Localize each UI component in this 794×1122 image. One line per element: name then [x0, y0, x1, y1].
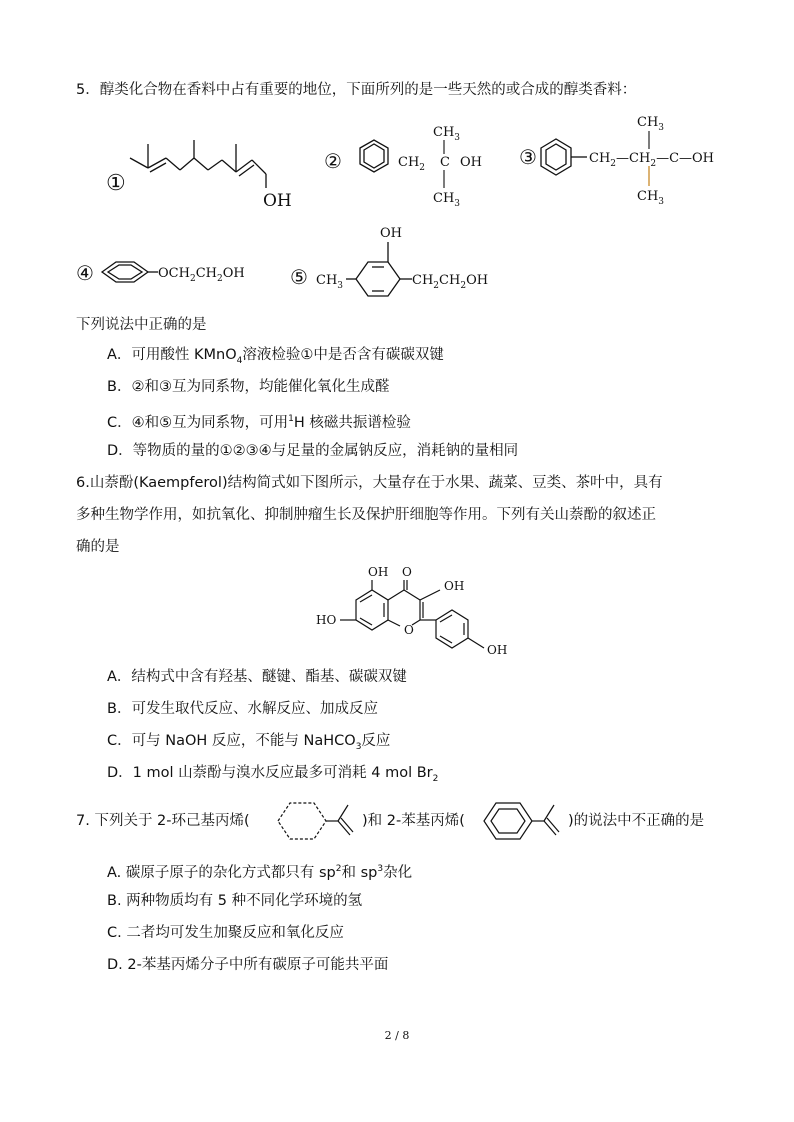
svg-text:OH: OH	[487, 643, 508, 657]
q5-option-c: C．④和⑤互为同系物，可用$^1$H 核磁共振谱检验	[107, 414, 411, 431]
svg-text:OH: OH	[444, 579, 465, 593]
q6-stem-line1: 6.山萘酚(Kaempferol)结构简式如下图所示，大量存在于水果、蔬菜、豆类、茶叶中，具有	[76, 475, 663, 491]
q5-structure-2	[320, 118, 490, 213]
kaempferol-structure	[312, 562, 522, 662]
s1-number: ①	[106, 171, 126, 196]
q5-structure-3	[515, 112, 715, 212]
q5-prompt: 下列说法中正确的是	[76, 317, 207, 333]
svg-text:CH2—CH2—C—OH: $CH_2—CH_2—C—OH$	[589, 151, 715, 169]
q7-option-d: D. 2-苯基丙烯分子中所有碳原子可能共平面	[107, 957, 389, 973]
q6-option-d: D．1 mol 山萘酚与溴水反应最多可消耗 4 mol $Br_2$	[107, 765, 439, 784]
svg-text:O: O	[404, 623, 414, 637]
s1-oh: OH	[263, 191, 292, 211]
q6-option-a: A．结构式中含有羟基、醚键、酯基、碳碳双键	[107, 669, 407, 685]
q7-stem-part1: 7. 下列关于 2-环己基丙烯(	[76, 813, 250, 829]
q5-structure-4	[72, 248, 262, 298]
svg-text:CH2CH2OH: $CH_2CH_2OH$	[412, 273, 489, 291]
s5-number: ⑤	[290, 265, 308, 289]
q5-option-d: D．等物质的量的①②③④与足量的金属钠反应，消耗钠的量相同	[107, 443, 519, 459]
q5-structure-5	[288, 222, 508, 302]
svg-text:OH: OH	[380, 226, 402, 241]
q5-option-a: A．可用酸性 KMnO$_4$溶液检验①中是否含有碳碳双键	[107, 347, 444, 366]
svg-text:CH3: $CH_3$	[316, 273, 344, 291]
svg-text:CH3: $CH_3$	[637, 189, 665, 207]
q7-stem-part2: )和 2-苯基丙烯(	[362, 813, 465, 829]
phenyl-propene-icon	[478, 797, 568, 847]
q6-stem-line3: 确的是	[76, 539, 120, 555]
s3-number: ③	[519, 145, 537, 169]
svg-text:C: C	[440, 155, 450, 170]
q6-stem-line2: 多种生物学作用，如抗氧化、抑制肿瘤生长及保护肝细胞等作用。下列有关山萘酚的叙述正	[76, 507, 656, 523]
svg-text:O: O	[402, 565, 412, 579]
q7-option-a: A. 碳原子原子的杂化方式都只有 $sp^2$和 $sp^3$杂化	[107, 864, 413, 881]
cyclohexyl-propene-icon	[272, 797, 362, 847]
q7-option-b: B. 两种物质均有 5 种不同化学环境的氢	[107, 893, 363, 909]
svg-text:CH3: $CH_3$	[637, 115, 665, 133]
s2-number: ②	[324, 149, 342, 173]
svg-text:HO: HO	[316, 613, 337, 627]
svg-text:CH3: $CH_3$	[433, 191, 461, 209]
svg-text:OH: OH	[368, 565, 389, 579]
q7-option-c: C. 二者均可发生加聚反应和氧化反应	[107, 925, 344, 941]
q5-option-b: B．②和③互为同系物，均能催化氧化生成醛	[107, 379, 390, 395]
svg-text:OH: OH	[460, 155, 482, 170]
q5-structure-1	[100, 130, 300, 215]
svg-text:CH3: $CH_3$	[433, 125, 461, 143]
s4-number: ④	[76, 261, 94, 285]
svg-text:CH2: $CH_2$	[398, 155, 426, 173]
q7-stem-part3: )的说法中不正确的是	[568, 813, 705, 829]
q5-stem: 5．醇类化合物在香料中占有重要的地位，下面所列的是一些天然的或合成的醇类香料：	[76, 82, 637, 98]
svg-text:OCH2CH2OH: $OCH_2CH_2OH$	[158, 266, 245, 284]
q6-option-b: B．可发生取代反应、水解反应、加成反应	[107, 701, 378, 717]
page-number: 2 / 8	[384, 1029, 410, 1042]
q6-option-c: C．可与 NaOH 反应，不能与 NaHCO$_3$反应	[107, 733, 391, 752]
